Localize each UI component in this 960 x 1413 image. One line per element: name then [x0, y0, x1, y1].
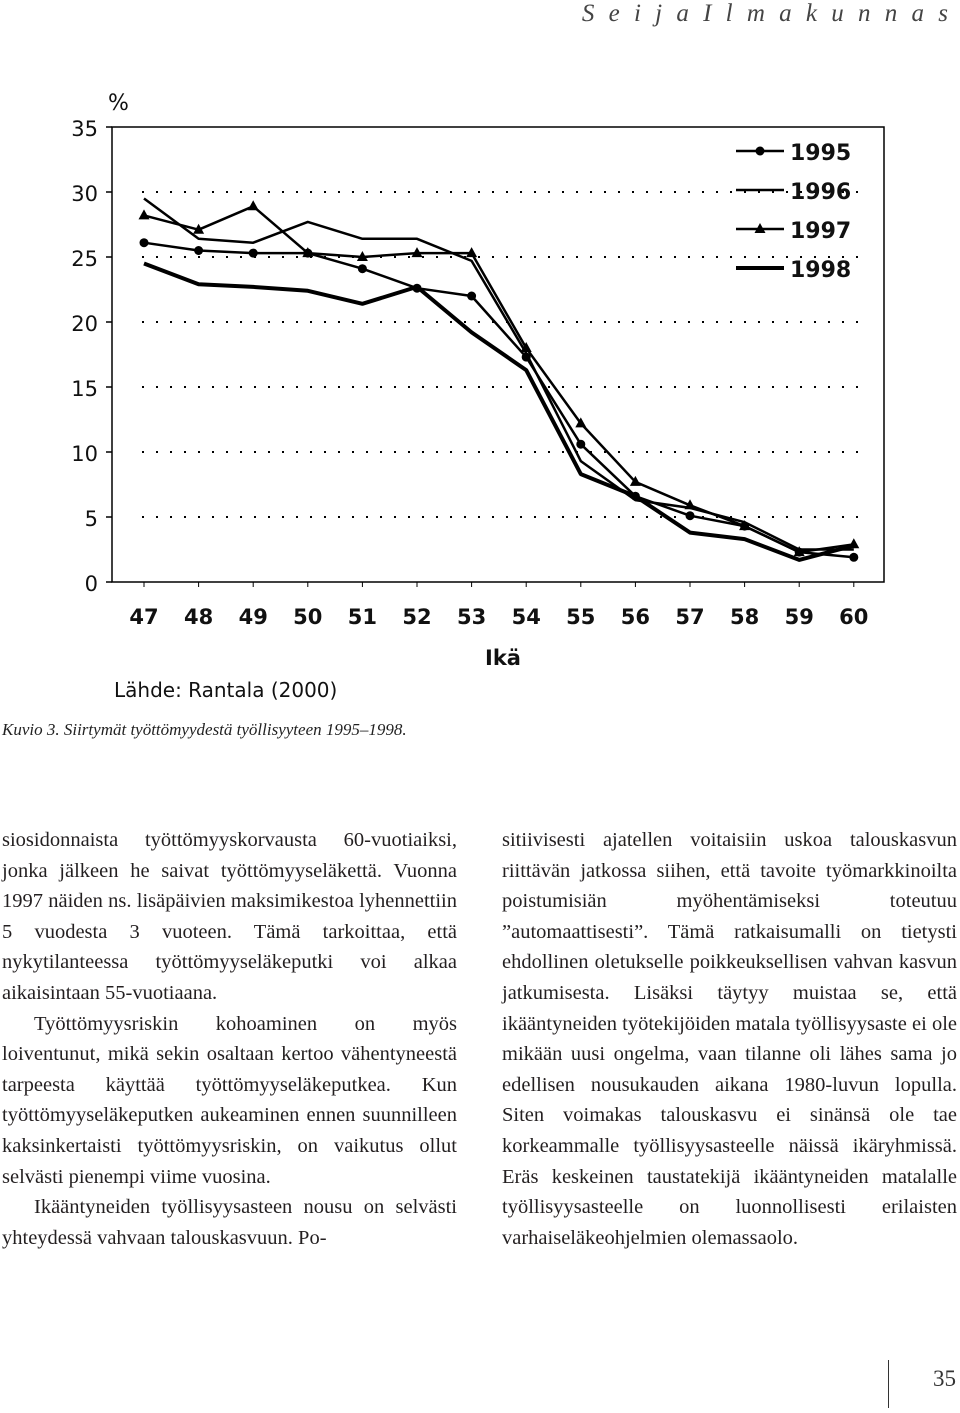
paragraph-1: siosidonnaista työttömyyskorvausta 60-vuotiaiksi, jonka jälkeen he saivat työttömyyseläkettä. Vuonna 1997 näiden ns. lisäpäivien maksimikestoa lyhennettiin 5 vuodesta 3 vuoteen. Tämä tarkoittaa, että nykytilanteessa työttömyyseläkeputki voi alkaa aikaisintaan 55-vuotiaana. [2, 829, 457, 1004]
x-tick-label: 53 [456, 605, 487, 629]
y-axis-label: % [108, 91, 129, 116]
page-number-rule [888, 1360, 889, 1408]
x-tick-label: 48 [183, 605, 214, 629]
running-head: S e i j a I l m a k u n n a s [581, 0, 952, 27]
data-point-1995 [140, 238, 149, 247]
y-tick-label: 30 [71, 182, 98, 206]
legend-label-1996: 1996 [790, 180, 852, 205]
legend-label-1995: 1995 [790, 141, 852, 166]
page-number: 35 [933, 1366, 956, 1391]
data-point-1995 [358, 264, 367, 273]
x-tick-label: 49 [238, 605, 268, 629]
x-tick-label: 59 [784, 605, 814, 629]
x-tick-label: 60 [839, 605, 869, 629]
x-axis-label: Ikä [485, 646, 521, 670]
body-column-right [502, 825, 957, 1253]
x-tick-label: 56 [620, 605, 651, 629]
y-tick-label: 10 [71, 442, 98, 466]
data-point-1997 [139, 209, 150, 219]
chart-source: Lähde: Rantala (2000) [114, 678, 338, 702]
data-point-1995 [686, 511, 695, 520]
figure-chart [0, 85, 960, 705]
data-point-1995 [467, 292, 476, 301]
paragraph-4: sitiivisesti ajatellen voitaisiin uskoa talouskasvun riittävän jatkossa siihen, että tavoite työmarkkinoilta poistumisiän myöhentämiseksi toteutuu ”automaattisesti”. Tämä ratkaisumalli on tietysti ehdollinen oletukselle poikkeuksellisen vahvan kasvun jatkumisesta. Lisäksi täytyy muistaa se, että ikääntyneiden työtekijöiden matala työllisyysaste ei ole mikään uusi ongelma, vaan tilanne oli lähes sama jo edellisen nousukauden aikana 1980-luvun lopulla. Siten voimakas talouskasvu ei sinänsä ole tae korkeammalle työllisyysasteelle näissä ikäryhmissä. Eräs keskeinen taustatekijä ikääntyneiden matalalle työllisyysasteelle on luonnollisesti erilaisten varhaiseläkeohjelmien olemassaolo. [502, 829, 957, 1249]
x-tick-label: 51 [347, 605, 378, 629]
x-tick-label: 50 [293, 605, 323, 629]
x-tick-label: 54 [511, 605, 541, 629]
plot-frame [112, 127, 884, 582]
y-tick-label: 0 [84, 572, 98, 596]
x-tick-label: 58 [729, 605, 760, 629]
data-point-1995 [576, 440, 585, 449]
legend-label-1998: 1998 [790, 258, 852, 283]
body-column-left [2, 825, 457, 1253]
data-point-1997 [248, 200, 259, 210]
x-tick-label: 55 [566, 605, 596, 629]
x-tick-label: 57 [675, 605, 705, 629]
y-tick-label: 20 [71, 312, 98, 336]
paragraph-2: Työttömyysriskin kohoaminen on myös loiventunut, mikä sekin osaltaan kertoo vähentyneestä tarpeesta käyttää työttömyyseläkeputkea. Kun työttömyyseläkeputken aukeaminen ennen suunnilleen kaksinkertaisti työttömyysriskin, on vaikutus ollut selvästi pienempi viime vuosina. [2, 1012, 457, 1188]
data-point-1995 [249, 249, 258, 258]
data-point-1995 [194, 246, 203, 255]
legend-marker-1995 [756, 147, 765, 156]
figure-caption: Kuvio 3. Siirtymät työttömyydestä työllisyyteen 1995–1998. [2, 720, 407, 739]
x-tick-label: 47 [129, 605, 159, 629]
legend-label-1997: 1997 [790, 219, 852, 244]
series-line-1997 [144, 206, 854, 552]
y-tick-label: 25 [71, 247, 98, 271]
series-line-1995 [144, 243, 854, 558]
y-tick-label: 35 [71, 117, 98, 141]
y-tick-label: 15 [71, 377, 98, 401]
data-point-1995 [849, 553, 858, 562]
paragraph-3: Ikääntyneiden työllisyysasteen nousu on selvästi yhteydessä vahvaan talouskasvuun. Po- [2, 1196, 457, 1249]
x-tick-label: 52 [402, 605, 432, 629]
y-tick-label: 5 [84, 507, 98, 531]
